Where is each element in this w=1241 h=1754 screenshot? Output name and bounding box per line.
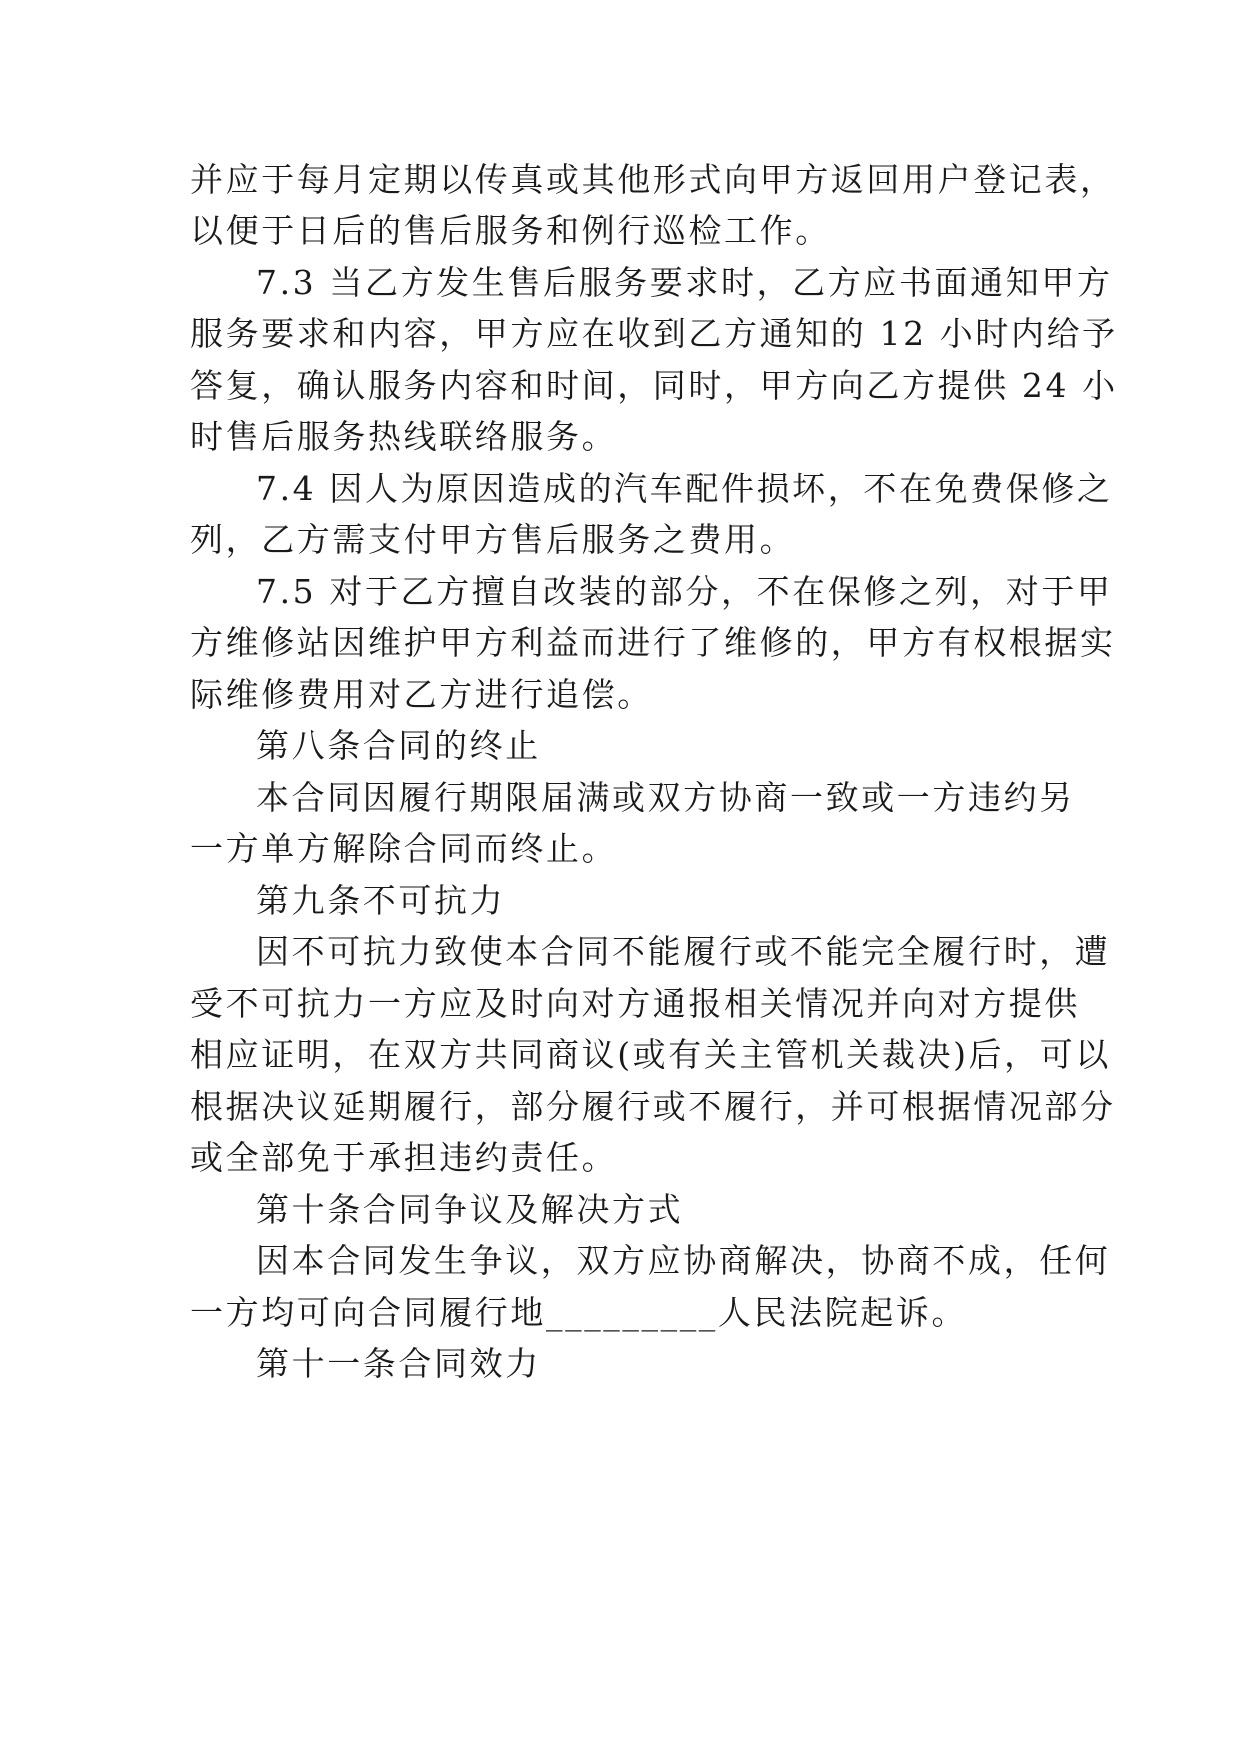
paragraph-line: 际维修费用对乙方进行追偿。	[190, 675, 653, 714]
paragraph-line: 因本合同发生争议，双方应协商解决，协商不成，任何	[256, 1241, 1111, 1280]
paragraph-line: 本合同因履行期限届满或双方协商一致或一方违约另	[256, 778, 1075, 817]
paragraph-line: 并应于每月定期以传真或其他形式向甲方返回用户登记表，	[190, 160, 1116, 199]
paragraph-line: 相应证明，在双方共同商议(或有关主管机关裁决)后，可以	[190, 1035, 1111, 1074]
clause-7-3-line: 7.3 当乙方发生售后服务要求时，乙方应书面通知甲方	[256, 263, 1113, 302]
article-8-heading: 第八条合同的终止	[256, 726, 541, 765]
clause-7-4-line: 7.4 因人为原因造成的汽车配件损坏，不在免费保修之	[256, 469, 1113, 508]
paragraph-line: 时售后服务热线联络服务。	[190, 417, 618, 456]
paragraph-line: 根据决议延期履行，部分履行或不履行，并可根据情况部分	[190, 1087, 1116, 1126]
article-9-heading: 第九条不可抗力	[256, 881, 506, 920]
paragraph-line: 答复，确认服务内容和时间，同时，甲方向乙方提供 24 小	[190, 366, 1118, 405]
paragraph-line: 服务要求和内容，甲方应在收到乙方通知的 12 小时内给予	[190, 314, 1118, 353]
paragraph-line: 一方单方解除合同而终止。	[190, 829, 618, 868]
paragraph-line: 以便于日后的售后服务和例行巡检工作。	[190, 211, 831, 250]
paragraph-line: 一方均可向合同履行地_________人民法院起诉。	[190, 1293, 968, 1332]
paragraph-line: 受不可抗力一方应及时向对方通报相关情况并向对方提供	[190, 984, 1080, 1023]
paragraph-line: 因不可抗力致使本合同不能履行或不能完全履行时，遭	[256, 932, 1111, 971]
paragraph-line: 列，乙方需支付甲方售后服务之费用。	[190, 520, 796, 559]
article-10-heading: 第十条合同争议及解决方式	[256, 1190, 684, 1229]
paragraph-line: 或全部免于承担违约责任。	[190, 1138, 618, 1177]
article-11-heading: 第十一条合同效力	[256, 1344, 541, 1383]
paragraph-line: 方维修站因维护甲方利益而进行了维修的，甲方有权根据实	[190, 623, 1116, 662]
clause-7-5-line: 7.5 对于乙方擅自改装的部分，不在保修之列，对于甲	[256, 572, 1113, 611]
